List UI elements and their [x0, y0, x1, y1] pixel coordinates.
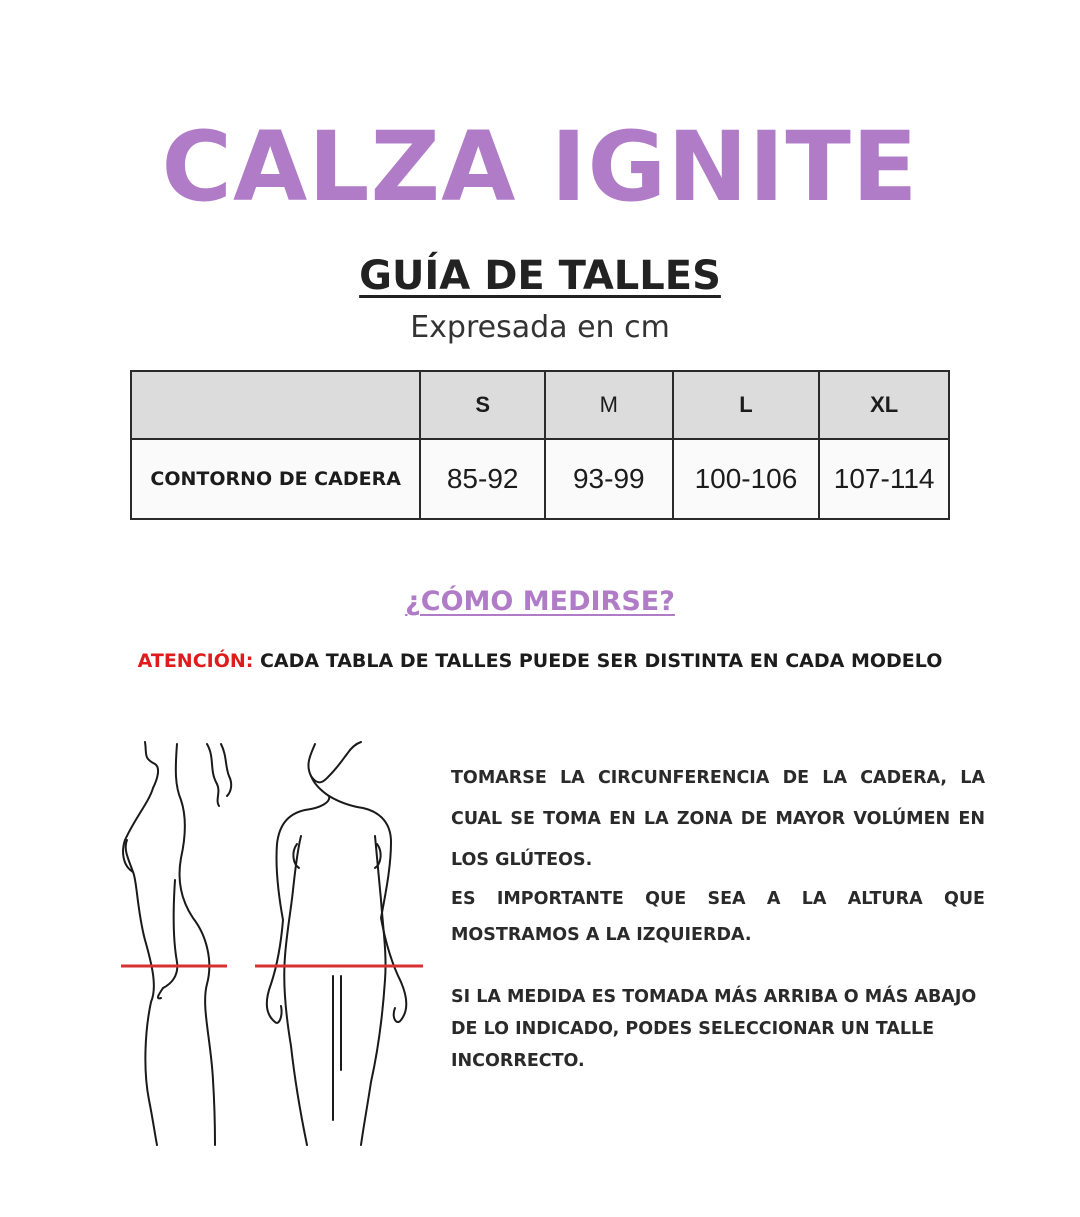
size-column-xl: XL	[819, 371, 949, 439]
how-to-measure-heading	[0, 586, 1080, 617]
size-column-m: M	[545, 371, 673, 439]
table-cell: 93-99	[545, 439, 673, 519]
back-body-silhouette-icon	[267, 742, 406, 1145]
size-table-header-row	[131, 371, 949, 439]
size-column-s: S	[420, 371, 545, 439]
table-row	[131, 439, 949, 519]
size-column-l: L	[673, 371, 820, 439]
measurement-instructions	[451, 758, 985, 1077]
instruction-paragraph-3: SI LA MEDIDA ES TOMADA MÁS ARRIBA O MÁS ABAJO DE LO INDICADO, PODES SELECCIONAR UN TALLE INCORRECTO.	[451, 987, 977, 1071]
how-to-measure-heading-text: ¿CÓMO MEDIRSE?	[405, 586, 675, 617]
side-body-silhouette-icon	[123, 742, 231, 1145]
instruction-paragraph-2: ES IMPORTANTE QUE SEA A LA ALTURA QUE MOSTRAMOS A LA IZQUIERDA.	[451, 889, 985, 945]
table-cell: 107-114	[819, 439, 949, 519]
page-title: CALZA IGNITE	[161, 111, 919, 223]
attention-label: ATENCIÓN:	[137, 650, 254, 672]
table-cell: 100-106	[673, 439, 820, 519]
body-silhouettes	[115, 740, 435, 1150]
row-label-hip: CONTORNO DE CADERA	[131, 439, 420, 519]
size-table	[130, 370, 950, 520]
size-guide-heading	[0, 252, 1080, 300]
attention-text: CADA TABLA DE TALLES PUEDE SER DISTINTA EN CADA MODELO	[253, 650, 943, 672]
table-cell: 85-92	[420, 439, 545, 519]
instruction-paragraph-1: TOMARSE LA CIRCUNFERENCIA DE LA CADERA, LA CUAL SE TOMA EN LA ZONA DE MAYOR VOLÚMEN EN LOS GLÚTEOS.	[451, 768, 985, 870]
units-note: Expresada en cm	[410, 310, 670, 345]
size-guide-heading-text: GUÍA DE TALLES	[359, 253, 721, 299]
size-table-header-blank	[131, 371, 420, 439]
attention-note	[0, 650, 1080, 672]
